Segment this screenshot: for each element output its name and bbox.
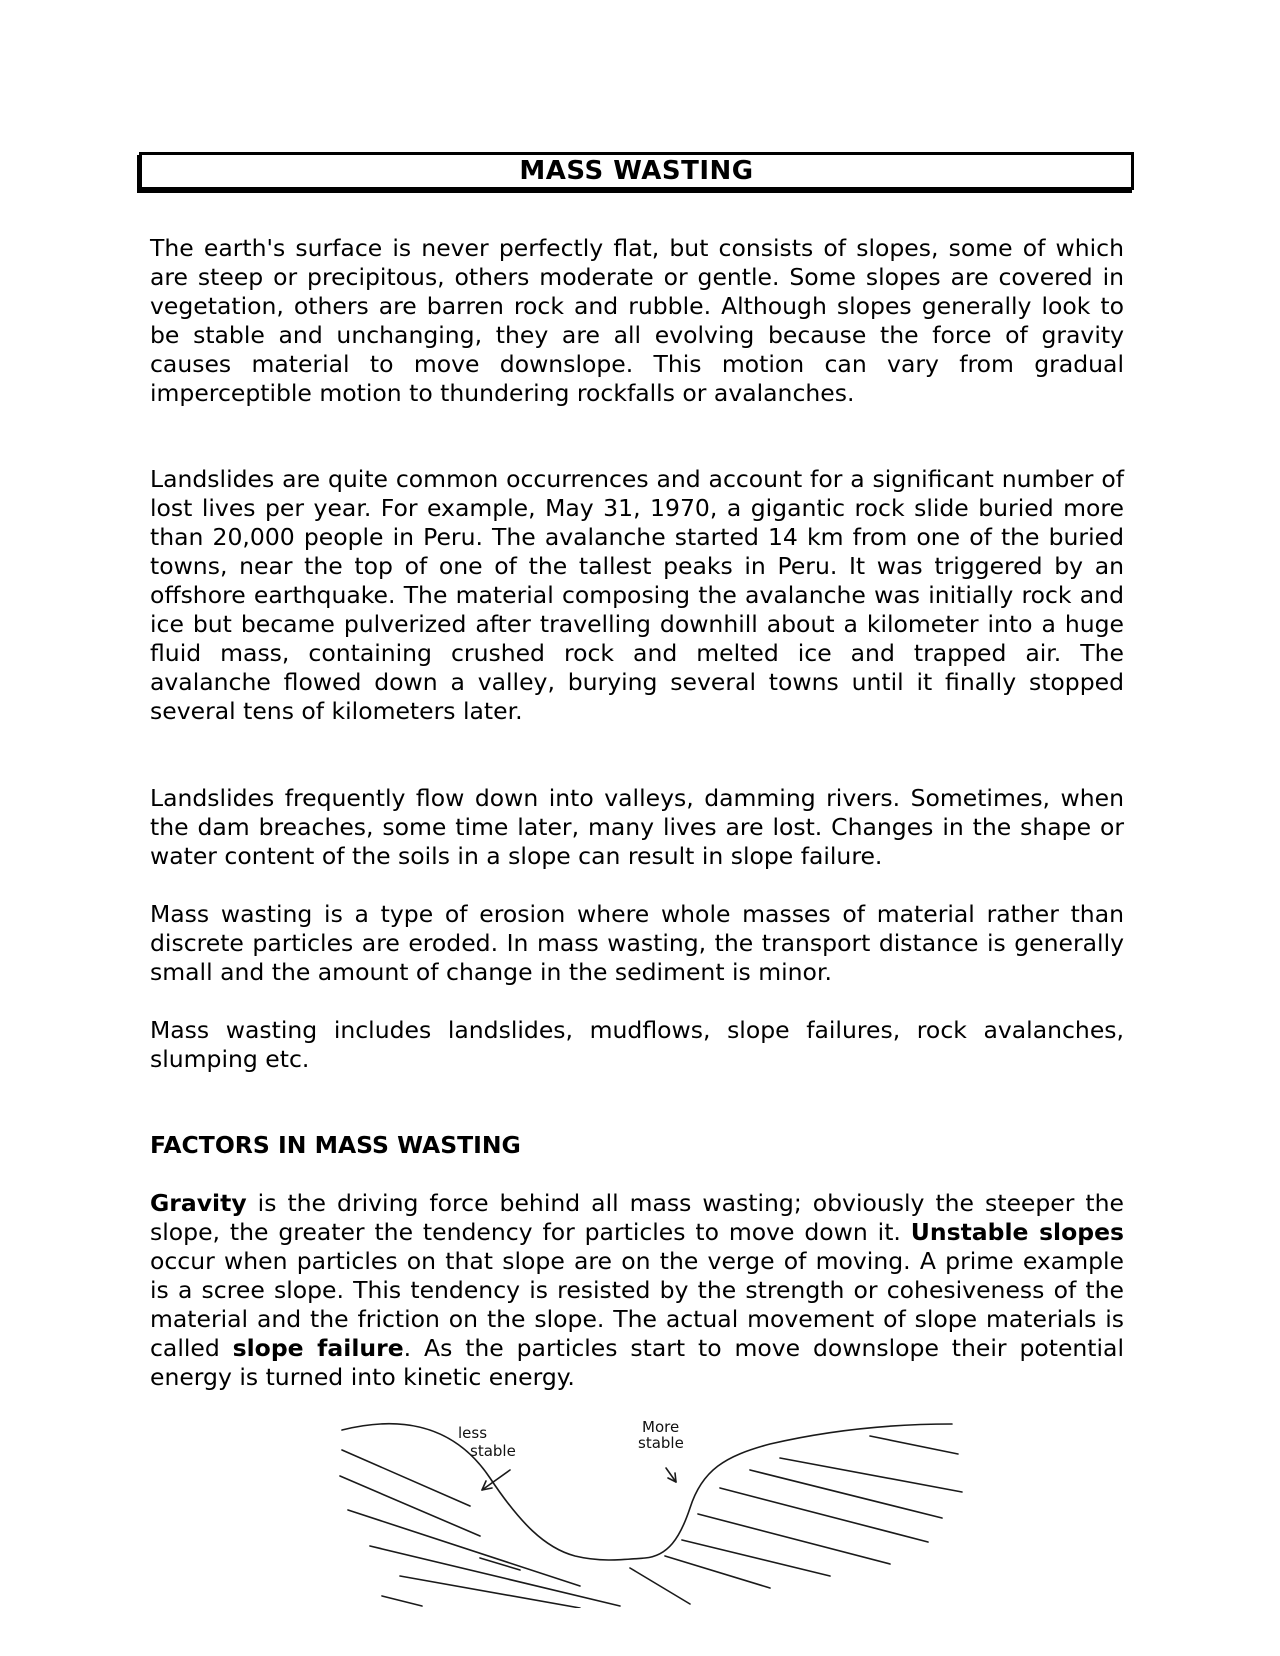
paragraph-text: Landslides are quite common occurrences and account for a significant number of lost lives per year. For example, May 31, 1970, a gigantic rock slide buried more than 20,000 people in Peru. The avalanche started 14 km from one of the buried towns, near the top of one of the tallest peaks in Peru. It was triggered by an offshore earthquake. The material composing the avalanche was initially rock and ice but became pulverized after travelling downhill about a kilometer into a huge fluid mass, containing crushed rock and melted ice and trapped air. The avalanche flowed down a valley, burying several towns until it finally stopped several tens of kilometers later. <box>150 465 1124 725</box>
term-slope-failure: slope failure <box>232 1334 404 1362</box>
strata-line <box>780 1458 962 1492</box>
paragraph-text: Mass wasting is a type of erosion where whole masses of material rather than discrete particles are eroded. In mass wasting, the transport distance is generally small and the amount of change in the sediment is minor. <box>150 900 1124 986</box>
paragraph-text: . As the particles start to move downslope their potential energy is turned into kinetic energy. <box>150 1334 1124 1391</box>
title-box <box>139 152 1134 190</box>
paragraph-mass-wasting-types <box>150 1016 1124 1074</box>
paragraph-text: occur when particles on that slope are on the verge of moving. A prime example is a scree slope. This tendency is resisted by the strength or cohesiveness of the material and the friction on the slope. The actual movement of slope materials is called <box>150 1247 1124 1362</box>
paragraph-mass-wasting-definition <box>150 900 1124 987</box>
label-more-stable-line1: More <box>642 1418 680 1436</box>
strata-line <box>340 1476 480 1536</box>
slope-stability-sketch <box>330 1418 970 1608</box>
paragraph-text: is the driving force behind all mass wasting; obviously the steeper the slope, the greater the tendency for particles to move down it. <box>150 1189 1124 1246</box>
strata-line <box>870 1436 958 1454</box>
strata-line <box>698 1514 890 1564</box>
strata-line <box>682 1540 830 1576</box>
page-title: MASS WASTING <box>519 156 754 186</box>
strata-line <box>400 1576 580 1608</box>
paragraph-landslides-valleys <box>150 784 1124 871</box>
term-unstable-slopes: Unstable slopes <box>910 1218 1124 1246</box>
label-less-stable-line1: less <box>458 1424 488 1442</box>
strata-line <box>348 1510 580 1586</box>
label-less-stable-line2: stable <box>470 1442 516 1460</box>
paragraph-text: The earth's surface is never perfectly flat, but consists of slopes, some of which are steep or precipitous, others moderate or gentle. Some slopes are covered in vegetation, others are barren rock and rubble. Although slopes generally look to be stable and unchanging, they are all evolving because the force of gravity causes material to move downslope. This motion can vary from gradual imperceptible motion to thundering rockfalls or avalanches. <box>150 234 1124 407</box>
section-heading: FACTORS IN MASS WASTING <box>150 1131 521 1159</box>
strata-line <box>370 1546 620 1606</box>
paragraph-landslides-peru <box>150 465 1124 726</box>
strata-line <box>342 1450 470 1506</box>
strata-line <box>382 1596 422 1606</box>
paragraph-factors <box>150 1189 1124 1392</box>
paragraph-intro <box>150 234 1124 408</box>
strata-line <box>630 1568 690 1604</box>
strata-line <box>720 1488 928 1542</box>
strata-line <box>750 1470 942 1518</box>
label-more-stable-line2: stable <box>638 1434 684 1452</box>
strata-line <box>665 1556 770 1588</box>
paragraph-text: Mass wasting includes landslides, mudflows, slope failures, rock avalanches, slumping etc. <box>150 1016 1124 1073</box>
term-gravity: Gravity <box>150 1189 247 1217</box>
paragraph-text: Landslides frequently flow down into valleys, damming rivers. Sometimes, when the dam breaches, some time later, many lives are lost. Changes in the shape or water content of the soils in a slope can result in slope failure. <box>150 784 1124 870</box>
